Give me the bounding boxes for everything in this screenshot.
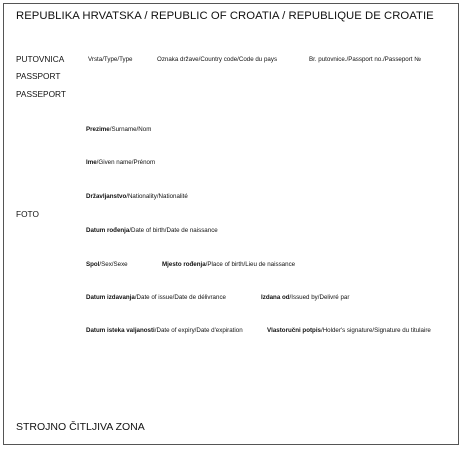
holder-signature-label-en-fr: /Holder's signature/Signature du titulaire: [320, 327, 431, 334]
date-of-issue-label-hr: Datum izdavanja: [86, 294, 135, 301]
place-of-birth-label-en-fr: /Place of birth/Lieu de naissance: [205, 261, 296, 268]
date-of-birth-label-en-fr: /Date of birth/Date de naissance: [129, 227, 218, 234]
country-code-label: Oznaka države/Country code/Code du pays: [157, 56, 278, 63]
nationality-label-en-fr: /Nationality/Nationalité: [126, 193, 188, 200]
machine-readable-zone-label: STROJNO ČITLJIVA ZONA: [16, 421, 145, 433]
given-name-label: [86, 159, 155, 166]
surname-label-en-fr: /Surname/Nom: [109, 126, 152, 133]
date-of-expiry-label-hr: Datum isteka valjanosti: [86, 327, 155, 334]
issued-by-label-hr: Izdana od: [261, 294, 290, 301]
sex-label: [86, 261, 128, 268]
surname-label-hr: Prezime: [86, 126, 110, 133]
given-name-label-hr: Ime: [86, 159, 97, 166]
place-of-birth-label: [162, 261, 295, 268]
doc-label-passeport: PASSEPORT: [16, 89, 66, 99]
date-of-birth-label-hr: Datum rođenja: [86, 227, 130, 234]
date-of-issue-label: [86, 294, 226, 301]
place-of-birth-label-hr: Mjesto rođenja: [162, 261, 206, 268]
given-name-label-en-fr: /Given name/Prénom: [96, 159, 156, 166]
nationality-label-hr: Državljanstvo: [86, 193, 127, 200]
date-of-issue-label-en-fr: /Date of issue/Date de délivrance: [134, 294, 226, 301]
doc-label-passport: PASSPORT: [16, 71, 61, 81]
sex-label-en-fr: /Sex/Sexe: [99, 261, 128, 268]
nationality-label: [86, 193, 188, 200]
surname-label: [86, 126, 151, 133]
type-label: Vrsta/Type/Type: [88, 56, 133, 63]
issuing-state-header: REPUBLIKA HRVATSKA / REPUBLIC OF CROATIA / REPUBLIQUE DE CROATIE: [16, 10, 434, 22]
date-of-expiry-label: [86, 327, 243, 334]
issued-by-label-en-fr: /Issued by/Delivré par: [289, 294, 350, 301]
date-of-expiry-label-en-fr: /Date of expiry/Date d'expiration: [154, 327, 243, 334]
page-border: [3, 3, 459, 445]
holder-signature-label-hr: Vlastoručni potpis: [267, 327, 321, 334]
issued-by-label: [261, 294, 349, 301]
holder-signature-label: [267, 327, 431, 334]
sex-label-hr: Spol: [86, 261, 100, 268]
photo-area-label: FOTO: [16, 209, 39, 219]
passport-number-label: Br. putovnice./Passport no./Passeport №: [309, 56, 421, 63]
date-of-birth-label: [86, 227, 218, 234]
doc-label-putovnica: PUTOVNICA: [16, 54, 65, 64]
